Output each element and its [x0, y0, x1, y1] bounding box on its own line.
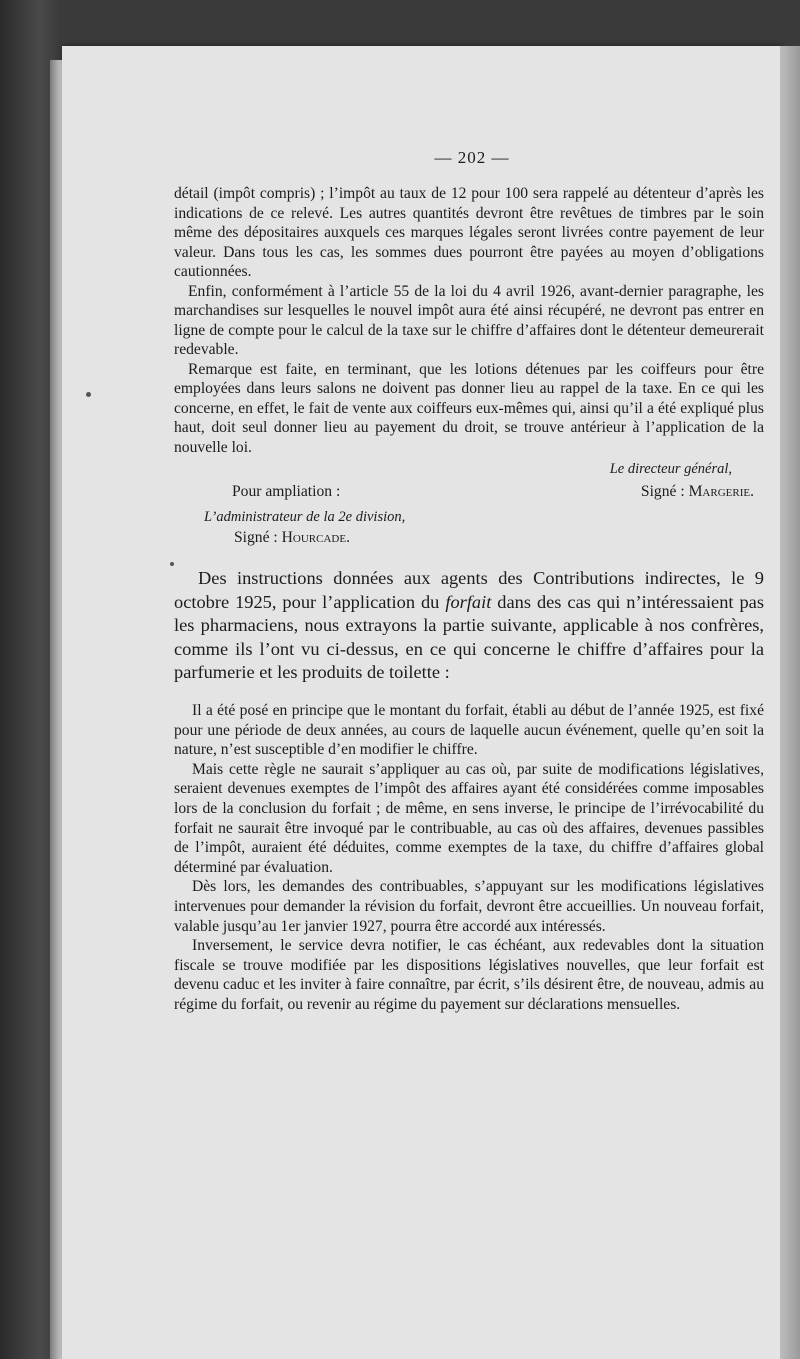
- signature-block: [174, 457, 764, 545]
- intro-text: Des instructions données aux agents des Contributions indirectes, le 9 octobre 1925, pour l’application du: [174, 568, 764, 612]
- section-tax-recall: [174, 184, 764, 457]
- director-title: Le directeur général,: [609, 461, 732, 477]
- director-name: Margerie.: [688, 483, 754, 500]
- signed-label: Signé :: [640, 483, 689, 500]
- ampliation-label: Pour ampliation :: [232, 483, 341, 500]
- signed-label: Signé :: [234, 529, 282, 546]
- page-text: [174, 148, 764, 1014]
- paragraph: Dès lors, les demandes des contribuables, s’appuyant sur les modifications législatives intervenues pour demander la révision du forfait, devront être accueillies. Un nouveau forfait, valable jusqu’au 1er janvier 1927, pourra être accordé aux intéressés.: [174, 878, 764, 935]
- instructions-intro: [174, 567, 764, 685]
- paragraph: Mais cette règle ne saurait s’appliquer au cas où, par suite de modifications législatives, seraient devenues exemptes de l’impôt des affaires ayant été considérées comme imposables lors de la conclusion du forfait ; de même, en sens inverse, le principe de l’irrévocabilité du forfait ne saurait être invoqué par le contribuable, au cas où des affaires, devenues passibles de l’impôt, auraient été déduites, comme exemptes de la taxe, du chiffre d’affaires global déterminé par évaluation.: [174, 760, 764, 876]
- administrator-title: L’administrateur de la 2e division,: [204, 509, 406, 525]
- administrator-name: Hourcade.: [281, 529, 350, 546]
- intro-text-end: dans des cas qui n’intéressaient pas les pharmaciens, nous extrayons la partie suivante, applicable à nos confrères, comme ils l’ont vu ci-dessus, en ce qui concerne le chiffre d’affaires pour la parfumerie et les produits de toilette :: [174, 591, 764, 683]
- paragraph: Enfin, conformément à l’article 55 de la loi du 4 avril 1926, avant-dernier paragraphe, les marchandises sur lesquelles le nouvel impôt aura été ainsi récupéré, ne devront pas entrer en ligne de compte pour le calcul de la taxe sur le chiffre d’affaires dont le détenteur demeurerait redevable.: [174, 282, 764, 358]
- intro-italic: forfait: [445, 591, 492, 612]
- page-number: — 202 —: [434, 148, 510, 167]
- paragraph: détail (impôt compris) ; l’impôt au taux de 12 pour 100 sera rappelé au détenteur d’après les indications de ce relevé. Les autres quantités devront être revêtues de timbres par le soin même des dépositaires auxquels ces marques légales seront livrées contre payement de leur valeur. Dans tous les cas, les sommes dues pourront être payées au moyen d’obligations cautionnées.: [174, 185, 764, 280]
- paragraph: Remarque est faite, en terminant, que les lotions détenues par les coiffeurs pour être employées dans leurs salons ne doivent pas donner lieu au rappel de la taxe. En ce qui les concerne, en effet, le fait de vente aux coiffeurs eux-mêmes qui, ainsi qu’il a été expliqué plus haut, doit seul donner lieu au payement du droit, se trouve antérieur à l’application de la nouvelle loi.: [174, 360, 764, 456]
- ink-speck: [86, 392, 91, 397]
- paragraph: Il a été posé en principe que le montant du forfait, établi au début de l’année 1925, est fixé pour une période de deux années, au cours de laquelle aucun événement, quelle qu’en soit la nature, n’est susceptible d’en modifier le chiffre.: [174, 701, 764, 759]
- section-forfait: [174, 701, 764, 1015]
- page-edge: [780, 46, 800, 1359]
- administrator-signature: [234, 529, 350, 547]
- director-signature: [641, 483, 754, 501]
- binding-strip: [50, 60, 62, 1359]
- paragraph: Inversement, le service devra notifier, le cas échéant, aux redevables dont la situation fiscale se trouve modifiée par les dispositions législatives nouvelles, que leur forfait est devenu caduc et les inviter à faire connaître, par écrit, s’ils désirent être, de nouveau, admis au régime du forfait, ou revenir au régime du payement sur déclarations mensuelles.: [174, 937, 764, 1013]
